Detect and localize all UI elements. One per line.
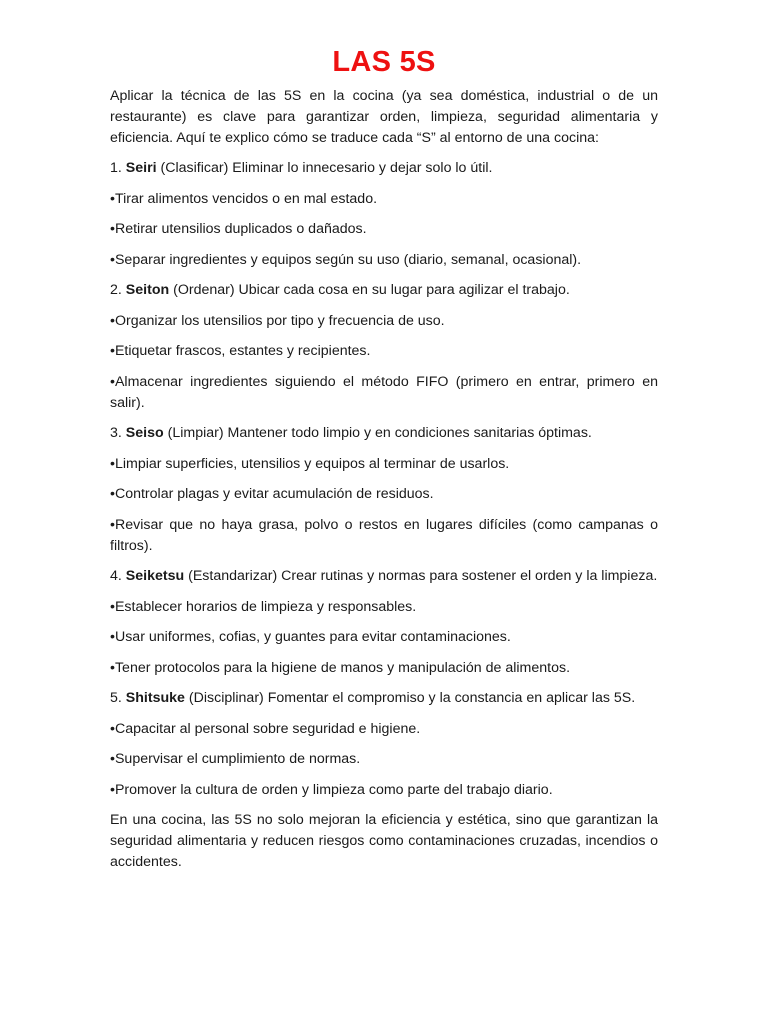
section-name: Seiso <box>125 425 164 441</box>
section-name: Seiri <box>125 160 157 176</box>
section-description: (Estandarizar) Crear rutinas y normas para sostener el orden y la limpieza. <box>188 568 658 584</box>
bullet-item: •Capacitar al personal sobre seguridad e higiene. <box>110 720 421 737</box>
bullet-item: •Establecer horarios de limpieza y responsables. <box>110 598 417 615</box>
section-number: 3. <box>110 425 122 441</box>
bullet-item: •Tener protocolos para la higiene de manos y manipulación de alimentos. <box>110 659 571 676</box>
section-description: (Ordenar) Ubicar cada cosa en su lugar para agilizar el trabajo. <box>173 282 570 298</box>
bullet-item: •Limpiar superficies, utensilios y equipos al terminar de usarlos. <box>110 455 510 472</box>
section-description: (Limpiar) Mantener todo limpio y en condiciones sanitarias óptimas. <box>167 425 592 441</box>
section-heading-seiketsu <box>110 566 658 587</box>
conclusion-paragraph: En una cocina, las 5S no solo mejoran la eficiencia y estética, sino que garantizan la seguridad alimentaria y reducen riesgos como contaminaciones cruzadas, incendios o accidentes. <box>110 812 658 870</box>
section-heading-seiso <box>110 423 658 444</box>
bullet-item: •Almacenar ingredientes siguiendo el método FIFO (primero en entrar, primero en salir). <box>110 373 658 411</box>
bullet-item: •Tirar alimentos vencidos o en mal estado. <box>110 190 378 207</box>
bullet-item: •Retirar utensilios duplicados o dañados. <box>110 221 367 237</box>
document-page <box>110 44 658 882</box>
bullet-item: •Separar ingredientes y equipos según su uso (diario, semanal, ocasional). <box>110 251 582 268</box>
section-heading-shitsuke <box>110 688 658 709</box>
section-name: Seiton <box>125 282 170 298</box>
bullet-item: •Usar uniformes, cofias, y guantes para evitar contaminaciones. <box>110 629 511 645</box>
section-heading-seiton <box>110 280 658 301</box>
bullet-item: •Supervisar el cumplimiento de normas. <box>110 751 361 767</box>
section-number: 5. <box>110 690 122 706</box>
section-number: 1. <box>110 160 122 176</box>
intro-paragraph: Aplicar la técnica de las 5S en la cocina (ya sea doméstica, industrial o de un restaurante) es clave para garantizar orden, limpieza, seguridad alimentaria y eficiencia. Aquí te explico cómo se traduce cada “S” al entorno de una cocina: <box>110 88 658 146</box>
section-description: (Disciplinar) Fomentar el compromiso y la constancia en aplicar las 5S. <box>188 690 636 706</box>
bullet-item: •Revisar que no haya grasa, polvo o restos en lugares difíciles (como campanas o filtros). <box>110 516 658 554</box>
section-name: Shitsuke <box>125 690 185 706</box>
bullet-item: •Controlar plagas y evitar acumulación de residuos. <box>110 486 434 502</box>
page-title: LAS 5S <box>332 46 436 78</box>
section-name: Seiketsu <box>125 568 185 584</box>
bullet-item: •Promover la cultura de orden y limpieza como parte del trabajo diario. <box>110 781 553 798</box>
section-heading-seiri <box>110 158 658 179</box>
bullet-item: •Etiquetar frascos, estantes y recipientes. <box>110 343 371 359</box>
section-number: 4. <box>110 568 122 584</box>
section-number: 2. <box>110 282 122 298</box>
section-description: (Clasificar) Eliminar lo innecesario y dejar solo lo útil. <box>160 160 493 176</box>
bullet-item: •Organizar los utensilios por tipo y frecuencia de uso. <box>110 312 445 329</box>
